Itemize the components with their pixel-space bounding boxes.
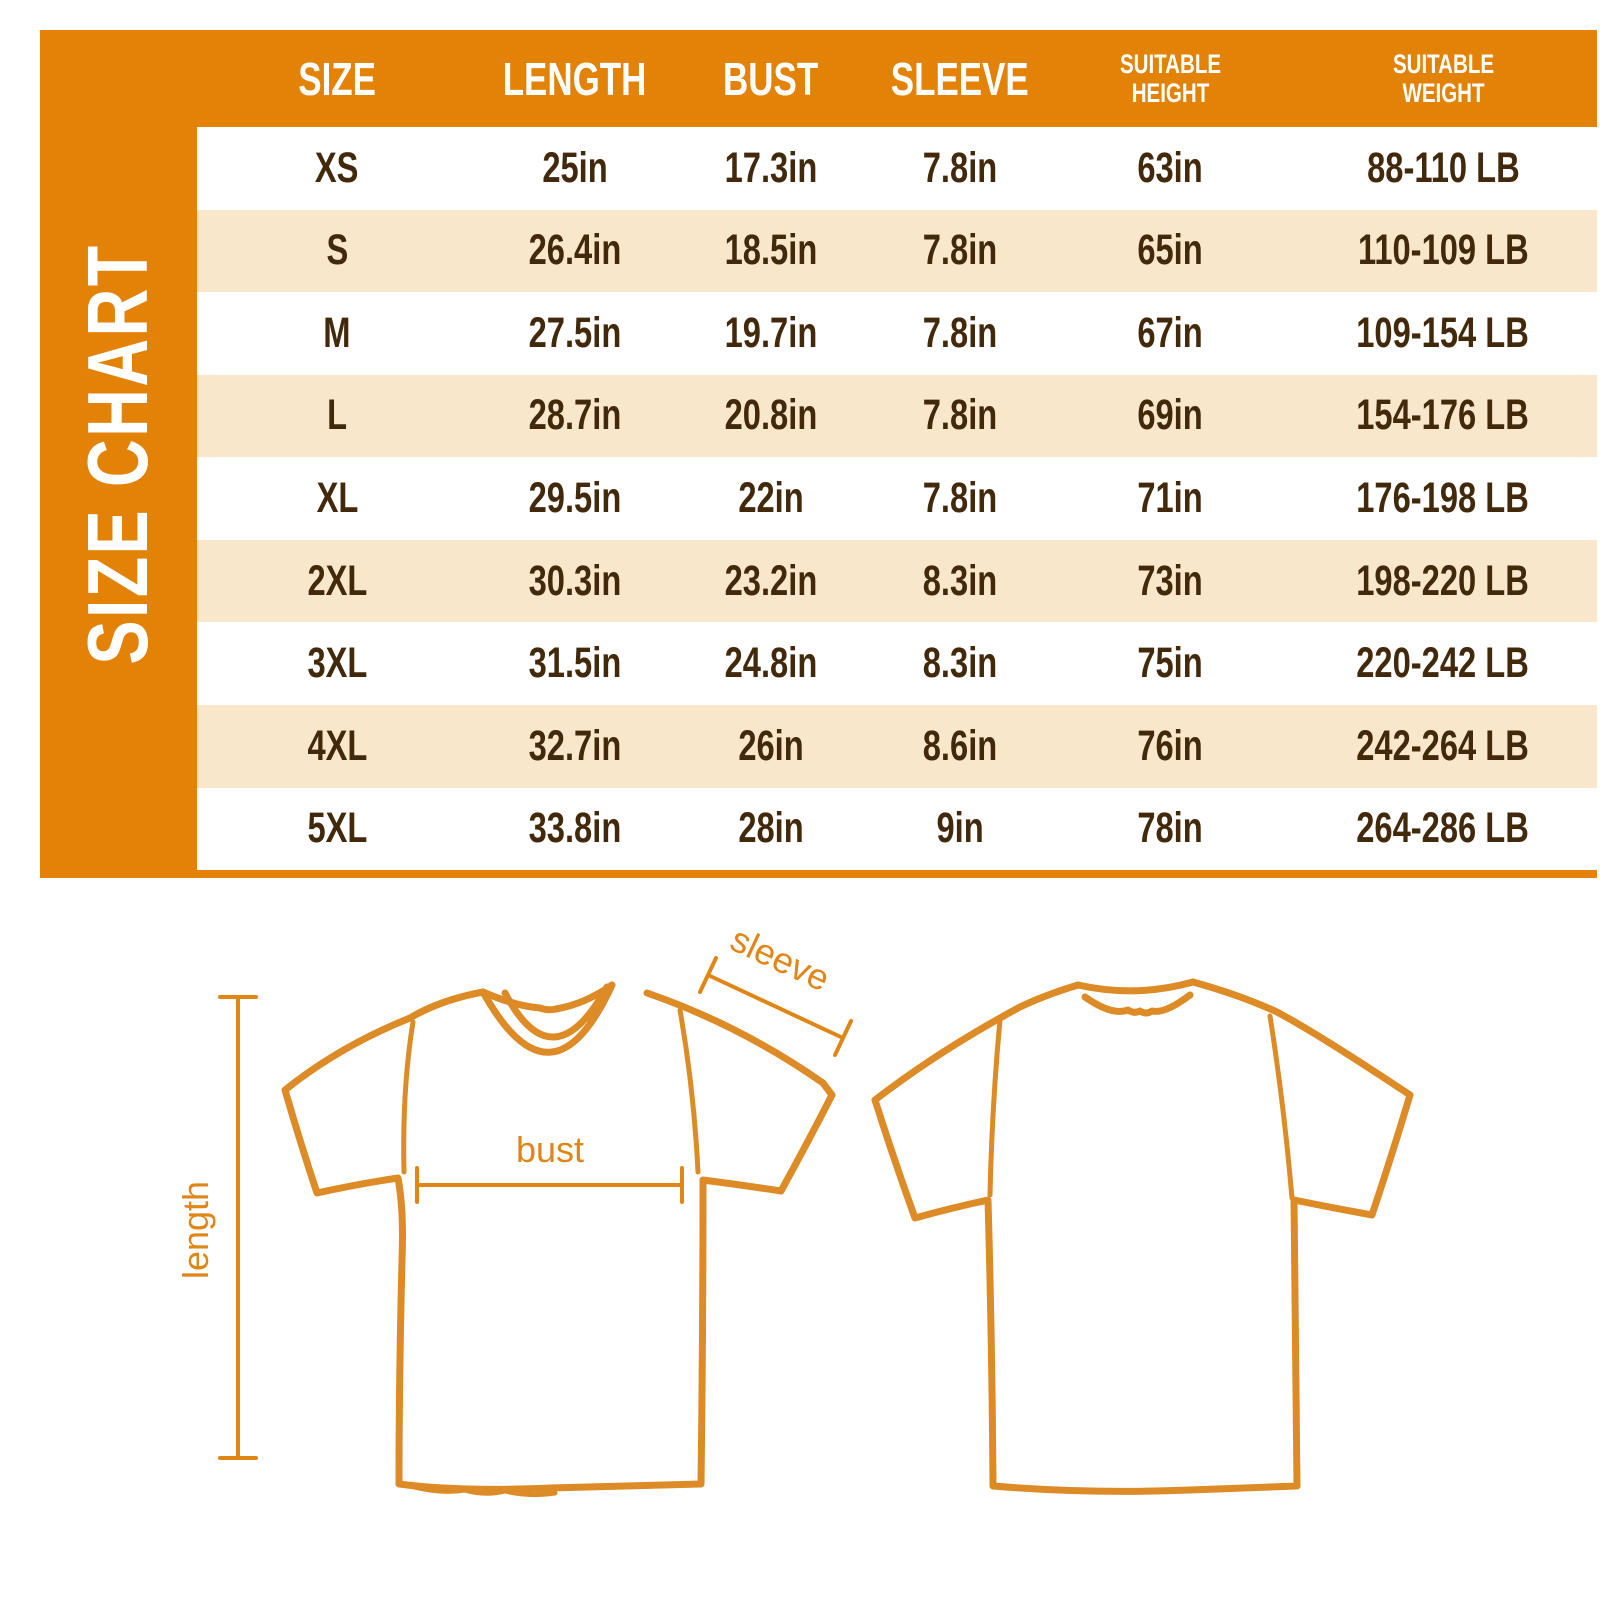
front-right-armhole-seam [680,1010,698,1172]
cell-value: 7.8in [922,474,998,523]
cell-value: 17.3in [724,143,818,192]
cell-bust [673,788,869,871]
cell-bust [673,457,869,540]
cell-length [477,705,673,788]
cell-bust [673,292,869,375]
cell-value: 154-176 LB [1356,391,1530,440]
cell-value: XS [315,143,359,192]
cell-value: 2XL [307,556,367,605]
cell-value: 26in [738,721,804,770]
cell-value: S [326,226,348,275]
cell-weight [1289,622,1597,705]
cell-height [1051,540,1289,623]
header-bust: BUST [723,52,819,105]
cell-value: 242-264 LB [1356,721,1530,770]
front-shirt-outline [285,992,832,1489]
cell-value: 28.7in [528,391,622,440]
back-shirt-outline [875,982,1410,1491]
cell-value: 198-220 LB [1356,556,1530,605]
table-row [197,622,1597,705]
length-label: length [175,1180,216,1280]
cell-length [477,210,673,293]
cell-sleeve [869,622,1051,705]
cell-value: 76in [1137,721,1203,770]
cell-value: 176-198 LB [1356,474,1530,523]
cell-size [197,210,477,293]
bust-measure-line [417,1168,682,1202]
cell-value: 7.8in [922,226,998,275]
cell-value: 4XL [307,721,367,770]
cell-value: 7.8in [922,143,998,192]
cell-weight [1289,705,1597,788]
table-row [197,292,1597,375]
cell-height [1051,457,1289,540]
cell-length [477,622,673,705]
cell-height [1051,622,1289,705]
tshirt-back-diagram [850,940,1440,1510]
back-collar-band-line [1085,995,1190,1013]
cell-value: 22in [738,474,804,523]
header-length: LENGTH [503,52,647,105]
cell-value: 7.8in [922,308,998,357]
cell-weight [1289,292,1597,375]
cell-value: 29.5in [528,474,622,523]
cell-value: 63in [1137,143,1203,192]
cell-size [197,375,477,458]
cell-value: 26.4in [528,226,622,275]
bust-label: bust [515,1129,585,1170]
back-right-armhole-seam [1270,1016,1292,1198]
cell-value: 20.8in [724,391,818,440]
table-row [197,210,1597,293]
cell-value: 9in [936,804,984,853]
cell-value: 220-242 LB [1356,639,1530,688]
cell-sleeve [869,457,1051,540]
table-body [197,127,1597,870]
table-bottom-border [197,870,1597,878]
cell-sleeve [869,705,1051,788]
cell-height [1051,210,1289,293]
cell-length [477,788,673,871]
cell-sleeve [869,210,1051,293]
cell-length [477,292,673,375]
cell-value: 32.7in [528,721,622,770]
cell-size [197,457,477,540]
cell-value: 18.5in [724,226,818,275]
cell-size [197,705,477,788]
cell-sleeve [869,540,1051,623]
cell-value: XL [316,474,358,523]
cell-bust [673,210,869,293]
cell-value: 264-286 LB [1356,804,1530,853]
header-suitable-height: SUITABLE HEIGHT [1119,49,1221,108]
cell-height [1051,375,1289,458]
cell-value: 78in [1137,804,1203,853]
cell-value: 88-110 LB [1366,143,1520,192]
cell-size [197,292,477,375]
cell-value: 27.5in [528,308,622,357]
header-size: SIZE [298,52,376,105]
table-header-row [197,30,1597,127]
cell-weight [1289,540,1597,623]
cell-length [477,375,673,458]
front-left-armhole-seam [404,1022,413,1172]
cell-value: 75in [1137,639,1203,688]
cell-size [197,540,477,623]
table-row [197,457,1597,540]
cell-length [477,457,673,540]
cell-value: 23.2in [724,556,818,605]
table-row [197,375,1597,458]
cell-value: 30.3in [528,556,622,605]
header-sleeve: SLEEVE [891,52,1029,105]
cell-height [1051,705,1289,788]
cell-value: 33.8in [528,804,622,853]
cell-height [1051,292,1289,375]
cell-sleeve [869,375,1051,458]
sleeve-label: sleeve [724,918,837,1000]
cell-value: 8.3in [922,556,998,605]
cell-value: 69in [1137,391,1203,440]
cell-weight [1289,788,1597,871]
cell-value: 8.3in [922,639,998,688]
cell-value: 31.5in [528,639,622,688]
cell-value: 25in [542,143,608,192]
cell-bust [673,622,869,705]
cell-value: 65in [1137,226,1203,275]
header-suitable-weight: SUITABLE WEIGHT [1392,49,1494,108]
cell-value: M [323,308,351,357]
cell-bust [673,705,869,788]
cell-sleeve [869,127,1051,210]
cell-weight [1289,127,1597,210]
length-measure-line [220,997,256,1458]
cell-value: 28in [738,804,804,853]
cell-sleeve [869,292,1051,375]
table-row [197,705,1597,788]
cell-value: 67in [1137,308,1203,357]
cell-length [477,540,673,623]
table-row [197,127,1597,210]
cell-value: 8.6in [922,721,998,770]
cell-value: L [327,391,347,440]
cell-size [197,127,477,210]
table-row [197,788,1597,871]
cell-value: 110-109 LB [1357,226,1529,275]
cell-height [1051,788,1289,871]
cell-bust [673,127,869,210]
cell-value: 109-154 LB [1356,308,1530,357]
cell-bust [673,375,869,458]
cell-weight [1289,375,1597,458]
back-left-armhole-seam [990,1020,1000,1195]
size-chart-title: SIZE CHART [70,243,166,665]
size-chart-sidebar [40,30,197,878]
cell-value: 3XL [307,639,367,688]
cell-value: 7.8in [922,391,998,440]
cell-value: 71in [1137,474,1203,523]
cell-size [197,622,477,705]
tshirt-front-diagram [175,918,880,1520]
cell-weight [1289,210,1597,293]
cell-bust [673,540,869,623]
cell-value: 73in [1137,556,1203,605]
cell-weight [1289,457,1597,540]
cell-value: 5XL [307,804,367,853]
cell-length [477,127,673,210]
back-collar-top-line [1078,982,1193,991]
table-row [197,540,1597,623]
cell-sleeve [869,788,1051,871]
cell-height [1051,127,1289,210]
cell-value: 19.7in [724,308,818,357]
size-chart-panel [40,30,1597,878]
cell-size [197,788,477,871]
cell-value: 24.8in [724,639,818,688]
